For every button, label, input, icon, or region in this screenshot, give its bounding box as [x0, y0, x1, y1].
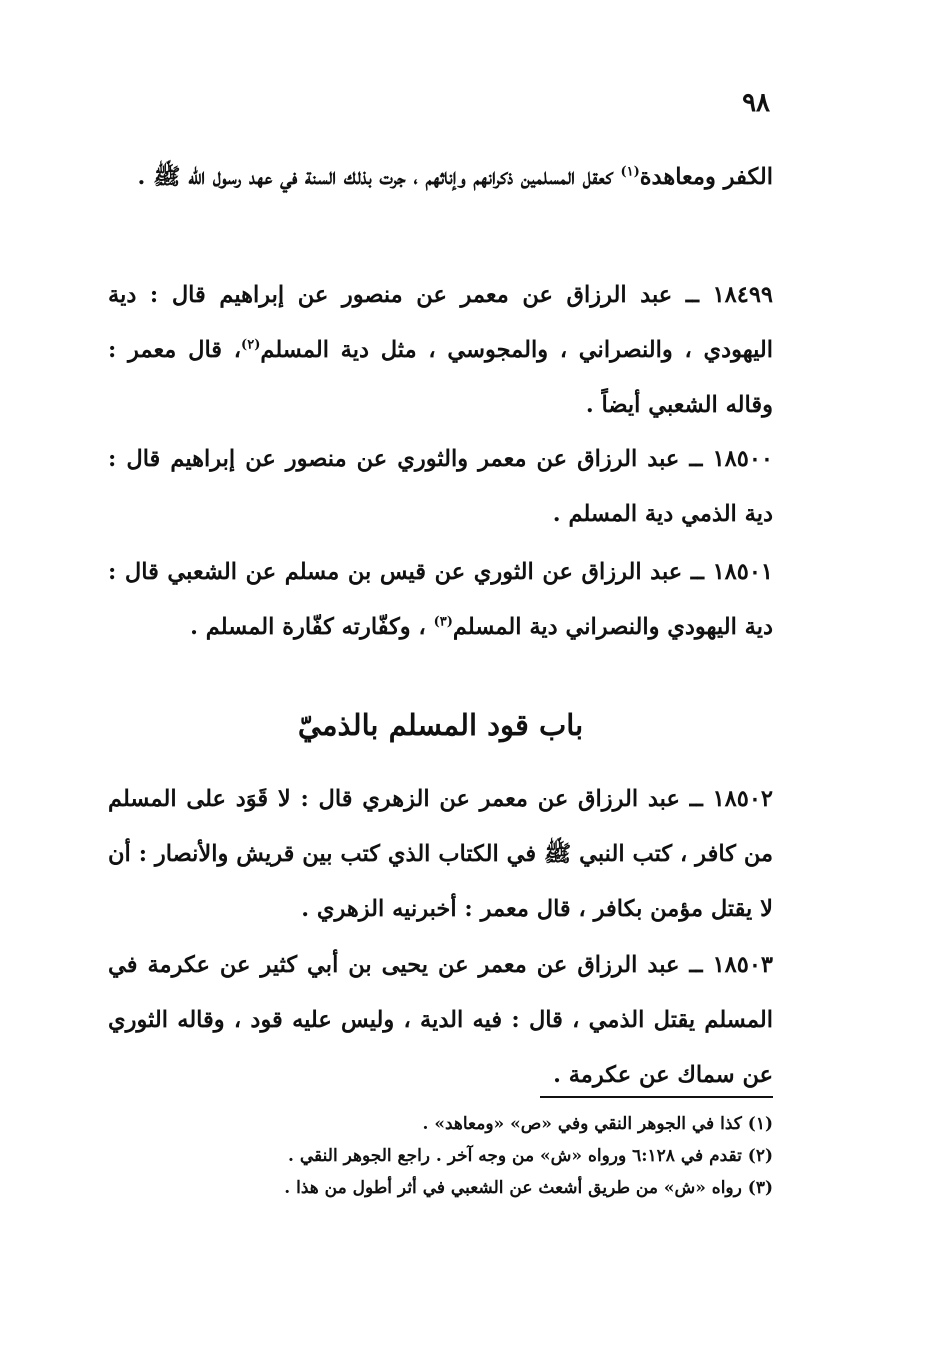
paragraph-text: الكفر ومعاهدة [639, 164, 773, 190]
paragraph-text-cont: ، قال معمر : وقاله الشعبي أيضاً . [108, 337, 773, 418]
chapter-heading: باب قود المسلم بالذميّ [297, 708, 584, 742]
hadith-18500 [108, 432, 773, 542]
footnote-divider [540, 1096, 773, 1098]
footnote-ref: (١) [620, 164, 640, 180]
hadith-18503 [108, 938, 773, 1103]
footnote-ref: (٢) [241, 337, 261, 353]
paragraph-text: ١٨٥٠٣ ــ عبد الرزاق عن معمر عن يحيى بن أبي كثير عن عكرمة في المسلم يقتل الذمي ، قال : فيه الدية ، وليس عليه قود ، وقاله الثوري عن سماك عن عكرمة . [108, 952, 773, 1088]
footnote-3: (٣) رواه «ش» من طريق أشعث عن الشعبي في أثر أطول من هذا . [284, 1178, 773, 1198]
paragraph-text-cont: كعقل المسلمين ذكرانهم وإناثهم ، جرت بذلك السنة في عهد رسول الله ﷺ . [137, 164, 621, 190]
footnote-2: (٢) تقدم في ٦:١٢٨ ورواه «ش» من وجه آخر . راجع الجوهر النقي . [288, 1146, 773, 1166]
hadith-18501 [108, 545, 773, 655]
footnote-ref: (٣) [433, 614, 453, 630]
paragraph-text-cont: ، وكفّارته كفّارة المسلم . [190, 614, 434, 640]
page-number: ٩٨ [742, 88, 770, 118]
hadith-18499 [108, 268, 773, 433]
hadith-18502 [108, 772, 773, 937]
paragraph-text: ١٨٥٠١ ــ عبد الرزاق عن الثوري عن قيس بن مسلم عن الشعبي قال : دية اليهودي والنصراني دية المسلم [108, 559, 773, 640]
paragraph-text: ١٨٥٠٠ ــ عبد الرزاق عن معمر والثوري عن منصور عن إبراهيم قال : دية الذمي دية المسلم . [108, 446, 773, 527]
footnote-1: (١) كذا في الجوهر النقي وفي «ص» «ومعاهد» . [422, 1114, 773, 1134]
paragraph-text: ١٨٥٠٢ ــ عبد الرزاق عن معمر عن الزهري قال : لا قَوَد على المسلم من كافر ، كتب النبي ﷺ في الكتاب الذي كتب بين قريش والأنصار : أن لا يقتل مؤمن بكافر ، قال معمر : أخبرنيه الزهري . [108, 786, 773, 922]
footnotes [108, 1108, 773, 1204]
paragraph-text: ١٨٤٩٩ ــ عبد الرزاق عن معمر عن منصور عن إبراهيم قال : دية اليهودي ، والنصراني ، والمجوسي ، مثل دية المسلم [108, 282, 774, 363]
paragraph-continuation [108, 150, 773, 205]
